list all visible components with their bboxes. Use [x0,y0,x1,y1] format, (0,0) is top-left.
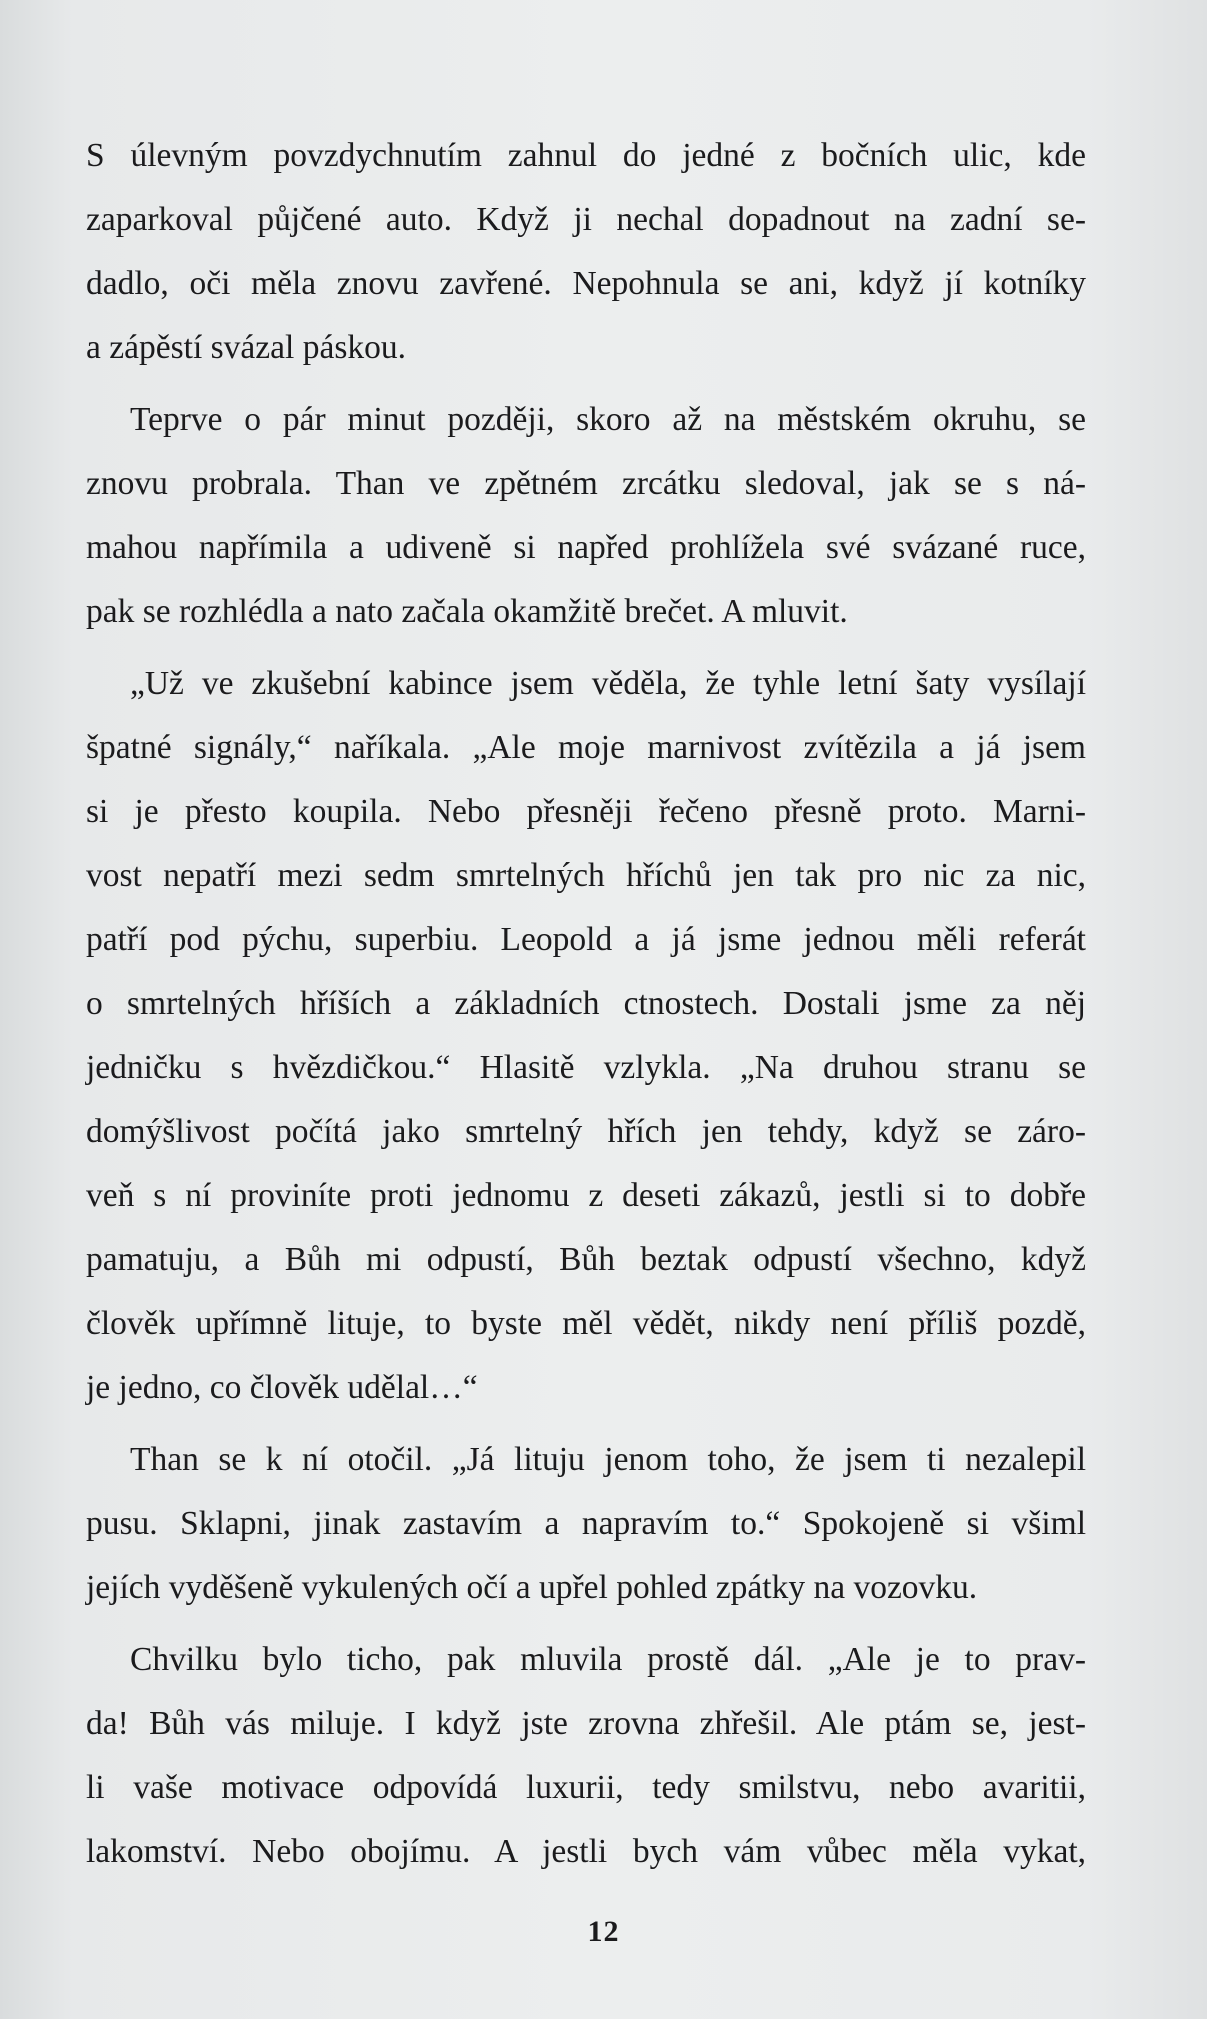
page-number: 12 [587,1915,620,1948]
text-line: Teprve o pár minut později, skoro až na městském okruhu, se [130,401,1086,438]
paragraph [86,652,1086,1420]
text-line: da! Bůh vás miluje. I když jste zrovna zhřešil. Ale ptám se, jest- [86,1705,1086,1742]
text-line: S úlevným povzdychnutím zahnul do jedné z bočních ulic, kde [86,137,1086,174]
text-line: si je přesto koupila. Nebo přesněji řečeno přesně proto. Marni- [86,793,1086,830]
text-line: a zápěstí svázal páskou. [86,329,406,366]
paragraph [86,1428,1086,1620]
text-line: znovu probrala. Than ve zpětném zrcátku sledoval, jak se s ná- [86,465,1086,502]
text-line: mahou napřímila a udiveně si napřed prohlížela své svázané ruce, [86,529,1086,566]
paragraph [86,124,1086,380]
paragraph [86,388,1086,644]
text-line: Than se k ní otočil. „Já lituju jenom toho, že jsem ti nezalepil [130,1441,1086,1478]
text-line: jejích vyděšeně vykulených očí a upřel pohled zpátky na vozovku. [86,1569,978,1606]
paragraph [86,1628,1086,1884]
text-line: o smrtelných hříších a základních ctnostech. Dostali jsme za něj [86,985,1086,1022]
text-line: člověk upřímně lituje, to byste měl vědět, nikdy není příliš pozdě, [86,1305,1086,1342]
text-line: li vaše motivace odpovídá luxurii, tedy smilstvu, nebo avaritii, [86,1769,1086,1806]
text-line: pusu. Sklapni, jinak zastavím a napravím to.“ Spokojeně si všiml [86,1505,1086,1542]
text-line: domýšlivost počítá jako smrtelný hřích jen tehdy, když se záro- [86,1113,1086,1150]
text-line: pak se rozhlédla a nato začala okamžitě brečet. A mluvit. [86,593,848,630]
body-text [86,124,1086,1892]
text-line: patří pod pýchu, superbiu. Leopold a já jsme jednou měli referát [86,921,1086,958]
text-line: lakomství. Nebo obojímu. A jestli bych vám vůbec měla vykat, [86,1833,1086,1870]
text-line: je jedno, co člověk udělal…“ [86,1369,478,1406]
text-line: špatné signály,“ naříkala. „Ale moje marnivost zvítězila a já jsem [86,729,1086,766]
text-line: veň s ní proviníte proti jednomu z deseti zákazů, jestli si to dobře [86,1177,1086,1214]
text-line: pamatuju, a Bůh mi odpustí, Bůh beztak odpustí všechno, když [86,1241,1086,1278]
text-line: jedničku s hvězdičkou.“ Hlasitě vzlykla. „Na druhou stranu se [86,1049,1086,1086]
text-line: Chvilku bylo ticho, pak mluvila prostě dál. „Ale je to prav- [130,1641,1086,1678]
text-line: „Už ve zkušební kabince jsem věděla, že tyhle letní šaty vysílají [130,665,1086,702]
text-line: vost nepatří mezi sedm smrtelných hříchů jen tak pro nic za nic, [86,857,1086,894]
text-line: dadlo, oči měla znovu zavřené. Nepohnula se ani, když jí kotníky [86,265,1086,302]
text-line: zaparkoval půjčené auto. Když ji nechal dopadnout na zadní se- [86,201,1086,238]
